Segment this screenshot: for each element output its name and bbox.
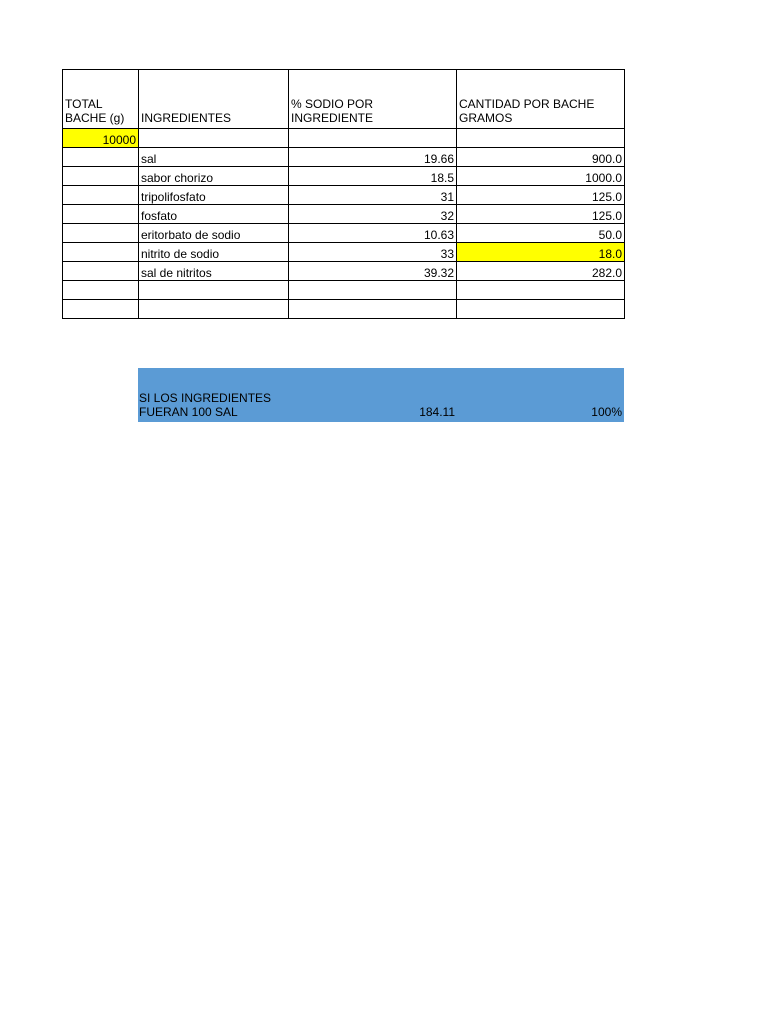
empty-cell[interactable] — [63, 148, 139, 167]
empty-cell[interactable] — [63, 224, 139, 243]
total-row — [63, 129, 625, 148]
cantidad-cell[interactable]: 125.0 — [457, 205, 625, 224]
empty-cell[interactable] — [289, 300, 457, 319]
empty-row — [63, 300, 625, 319]
header-ingredientes[interactable]: INGREDIENTES — [139, 70, 289, 129]
sodio-cell[interactable]: 39.32 — [289, 262, 457, 281]
empty-cell[interactable] — [289, 281, 457, 300]
total-bache-cell[interactable]: 10000 — [63, 129, 139, 148]
empty-cell[interactable] — [139, 129, 289, 148]
cantidad-cell[interactable]: 282.0 — [457, 262, 625, 281]
table-row — [63, 224, 625, 243]
ingredient-cell[interactable]: sabor chorizo — [139, 167, 289, 186]
sodio-cell[interactable]: 33 — [289, 243, 457, 262]
empty-cell[interactable] — [63, 300, 139, 319]
ingredient-cell[interactable]: tripolifosfato — [139, 186, 289, 205]
sodio-cell[interactable]: 31 — [289, 186, 457, 205]
empty-cell[interactable] — [289, 129, 457, 148]
table-row — [63, 167, 625, 186]
table-row — [63, 148, 625, 167]
empty-cell[interactable] — [139, 300, 289, 319]
summary-label[interactable]: SI LOS INGREDIENTES FUERAN 100 SAL — [139, 391, 272, 419]
cantidad-cell-highlighted[interactable]: 18.0 — [457, 243, 625, 262]
sodio-cell[interactable]: 18.5 — [289, 167, 457, 186]
cantidad-cell[interactable]: 900.0 — [457, 148, 625, 167]
header-row — [63, 70, 625, 129]
summary-percent[interactable]: 100% — [591, 405, 622, 419]
empty-cell[interactable] — [63, 281, 139, 300]
sodio-cell[interactable]: 10.63 — [289, 224, 457, 243]
header-sodio[interactable]: % SODIO POR INGREDIENTE — [289, 70, 457, 129]
sodio-cell[interactable]: 19.66 — [289, 148, 457, 167]
header-cantidad[interactable]: CANTIDAD POR BACHE GRAMOS — [457, 70, 625, 129]
empty-cell[interactable] — [63, 167, 139, 186]
table-row — [63, 205, 625, 224]
empty-cell[interactable] — [63, 186, 139, 205]
empty-cell[interactable] — [63, 262, 139, 281]
empty-cell[interactable] — [139, 281, 289, 300]
ingredient-cell[interactable]: eritorbato de sodio — [139, 224, 289, 243]
sodio-cell[interactable]: 32 — [289, 205, 457, 224]
empty-cell[interactable] — [63, 243, 139, 262]
table-row — [63, 262, 625, 281]
table-row — [63, 243, 625, 262]
empty-row — [63, 281, 625, 300]
empty-cell[interactable] — [63, 205, 139, 224]
ingredient-table — [62, 69, 625, 319]
empty-cell[interactable] — [457, 300, 625, 319]
summary-value[interactable]: 184.11 — [419, 405, 455, 419]
ingredient-cell[interactable]: nitrito de sodio — [139, 243, 289, 262]
table-row — [63, 186, 625, 205]
header-total-bache[interactable]: TOTAL BACHE (g) — [63, 70, 139, 129]
summary-block — [138, 368, 624, 422]
ingredient-cell[interactable]: fosfato — [139, 205, 289, 224]
ingredient-cell[interactable]: sal de nitritos — [139, 262, 289, 281]
ingredient-cell[interactable]: sal — [139, 148, 289, 167]
cantidad-cell[interactable]: 125.0 — [457, 186, 625, 205]
empty-cell[interactable] — [457, 281, 625, 300]
empty-cell[interactable] — [457, 129, 625, 148]
cantidad-cell[interactable]: 50.0 — [457, 224, 625, 243]
cantidad-cell[interactable]: 1000.0 — [457, 167, 625, 186]
